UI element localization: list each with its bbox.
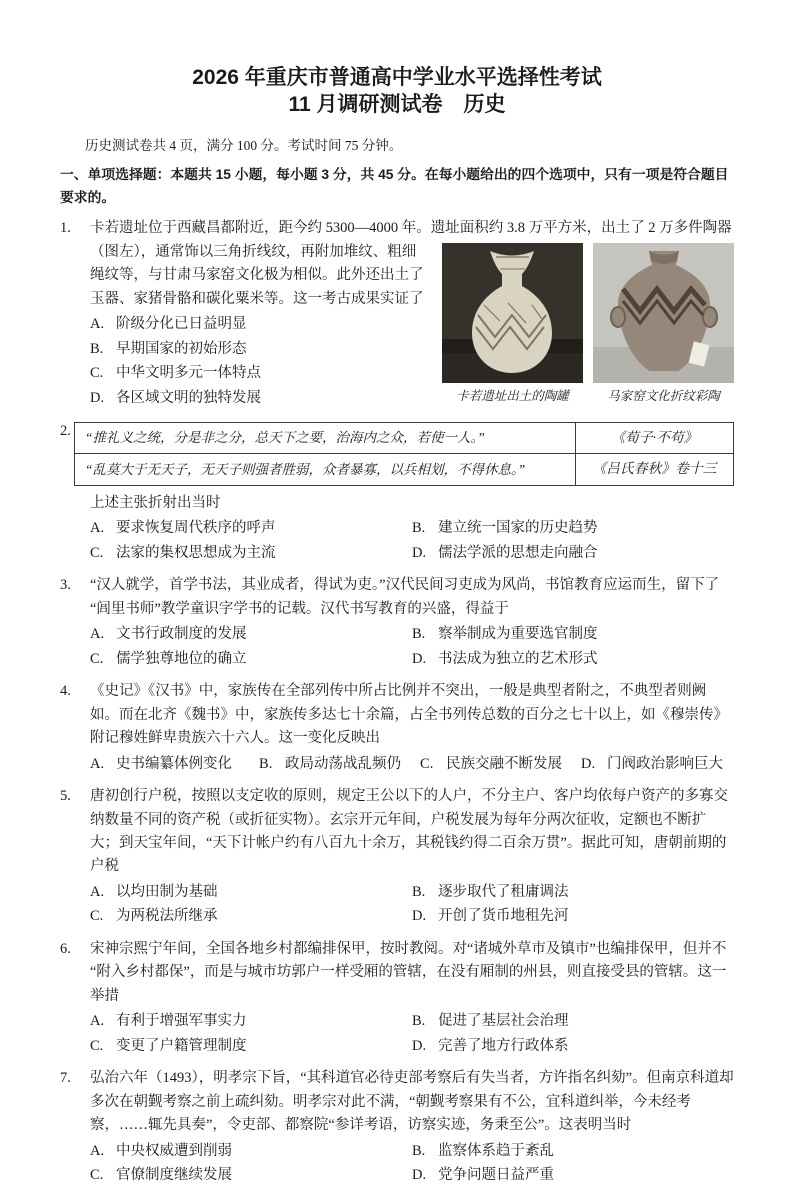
option-label: C. (90, 544, 104, 561)
option-text: 门阀政治影响巨大 (607, 755, 724, 772)
question-4-number: 4. (60, 683, 71, 700)
option-text: 以均田制为基础 (116, 883, 218, 900)
option-text: 变更了户籍管理制度 (116, 1037, 247, 1054)
option-text: 儒学独尊地位的确立 (116, 650, 247, 667)
option-label: B. (259, 755, 273, 772)
option-label: B. (412, 626, 426, 643)
option-item (412, 881, 734, 904)
question-1-stem-rest: （图左），通常饰以三角折线纹，再附加堆纹、粗细绳纹等，与甘肃马家窑文化极为相似。此外还出土了玉器、家猪骨骼和碳化粟米等。这一考古成果实证了 (90, 243, 424, 307)
question-2-stem: 上述主张折射出当时 (90, 494, 221, 511)
question-7-options (90, 1140, 734, 1188)
question-4-options (90, 753, 734, 776)
option-item (90, 753, 259, 776)
question-5-stem: 唐初创行户税，按照以支定收的原则，规定王公以下的人户，不分主户、客户均依每户资产的多寡交纳数量不同的资产税（或折征实物）。玄宗开元年间，户税发展为每年分两次征收，定额也不断扩大；到天宝年间，“天下计帐户约有八百九十余万，其税钱约得二百余万贯”。据此可知，唐朝前期的户税 (90, 788, 728, 875)
option-item (412, 517, 734, 540)
question-2-options (90, 517, 734, 565)
option-text: 中华文明多元一体特点 (116, 365, 261, 382)
question-3-number: 3. (60, 577, 71, 594)
option-text: 政局动荡战乱频仍 (285, 755, 402, 772)
option-item (581, 753, 734, 776)
option-text: 开创了货币地租先河 (438, 908, 569, 925)
question-6 (60, 938, 734, 1058)
option-item (90, 542, 412, 565)
option-label: B. (90, 340, 104, 357)
option-item (412, 542, 734, 565)
option-text: 察举制成为重要选官制度 (438, 626, 598, 643)
option-label: D. (412, 1167, 427, 1184)
option-text: 促进了基层社会治理 (438, 1013, 569, 1030)
question-3-body (90, 574, 734, 671)
option-item (90, 338, 428, 361)
option-label: C. (90, 650, 104, 667)
option-text: 官僚制度继续发展 (116, 1167, 232, 1184)
option-text: 民族交融不断发展 (446, 755, 563, 772)
question-6-stem: 宋神宗熙宁年间，全国各地乡村都编排保甲，按时教阅。对“诸城外草市及镇市”也编排保甲，但并不“附入乡村都保”，而是与城市坊郭户一样受厢的管辖，在没有厢制的州县，则直接受县的管辖。这一举措 (90, 940, 727, 1004)
figure-caption-right: 马家窑文化折纹彩陶 (607, 388, 720, 403)
option-label: A. (90, 520, 105, 537)
question-7-stem: 弘治六年（1493），明孝宗下旨，“其科道官必待吏部考察后有失当者，方许指名纠劾”。但南京科道却多次在朝觐考察之前上疏纠劾。明孝宗对此不满，“朝觐考察果有不公，宜科道纠举，今未经考察，……辄先具奏”，令吏部、都察院“参详考语，访察实迹，务秉至公”。这表明当时 (90, 1070, 734, 1134)
option-item (90, 517, 412, 540)
option-label: C. (90, 1037, 104, 1054)
question-4-stem: 《史记》《汉书》中，家族传在全部列传中所占比例并不突出，一般是典型者附之，不典型者则阙如。而在北齐《魏书》中，家族传多达七十余篇，占全书列传总数的百分之七十以上，如《穆崇传》附记穆姓鲜卑贵族六十六人。这一变化反映出 (90, 683, 728, 747)
option-item (412, 1010, 734, 1033)
question-2-number: 2. (60, 423, 71, 440)
option-text: 文书行政制度的发展 (116, 626, 247, 643)
option-text: 史书编纂体例变化 (116, 755, 232, 772)
question-5-number: 5. (60, 788, 71, 805)
question-7-body (90, 1067, 734, 1187)
question-3-options (90, 623, 734, 671)
question-5-body (90, 785, 734, 929)
karuo-pottery-photo (442, 243, 583, 383)
figure-caption-left: 卡若遗址出土的陶罐 (456, 388, 569, 403)
question-1-figures (442, 243, 734, 406)
figure-karuo-pottery (442, 243, 583, 406)
option-text: 早期国家的初始形态 (116, 340, 247, 357)
option-text: 建立统一国家的历史趋势 (438, 520, 598, 537)
option-item (90, 362, 428, 385)
question-3-stem: “汉人就学，首学书法，其业成者，得试为吏。”汉代民间习吏成为风尚，书馆教育应运而生，留下了“闾里书师”教学童识字学书的记载。汉代书写教育的兴盛，得益于 (90, 577, 720, 617)
exam-title-line1: 2026 年重庆市普通高中学业水平选择性考试 (192, 66, 602, 89)
option-item (90, 1164, 412, 1187)
option-item (420, 753, 581, 776)
question-4-body (90, 680, 734, 776)
exam-title-line2: 11 月调研测试卷 历史 (288, 93, 506, 117)
option-text: 法家的集权思想成为主流 (116, 544, 276, 561)
option-label: C. (90, 1167, 104, 1184)
option-text: 完善了地方行政体系 (438, 1037, 569, 1054)
option-label: A. (90, 1013, 105, 1030)
option-label: A. (90, 316, 105, 333)
option-label: C. (90, 365, 104, 382)
option-text: 书法成为独立的艺术形式 (438, 650, 598, 667)
option-item (90, 905, 412, 928)
option-text: 要求恢复周代秩序的呼声 (116, 520, 276, 537)
question-6-options (90, 1010, 734, 1058)
option-text: 有利于增强军事实力 (116, 1013, 247, 1030)
exam-note: 历史测试卷共 4 页，满分 100 分。考试时间 75 分钟。 (85, 137, 403, 153)
question-2-body (85, 420, 734, 565)
option-text: 中央权威遭到削弱 (116, 1142, 232, 1159)
option-text: 各区域文明的独特发展 (116, 389, 261, 406)
question-7-number: 7. (60, 1070, 71, 1087)
source-cell: 《吕氏春秋》卷十三 (575, 454, 733, 485)
option-item (412, 623, 734, 646)
option-text: 党争问题日益严重 (438, 1167, 554, 1184)
quote-cell: “推礼义之统，分是非之分，总天下之要，治海内之众，若使一人。” (75, 423, 576, 454)
option-item (90, 623, 412, 646)
option-label: D. (412, 1037, 427, 1054)
question-1-stem-line1: 卡若遗址位于西藏昌都附近，距今约 5300—4000 年。遗址面积约 3.8 万平方米，出土了 2 万多件陶器 (90, 220, 732, 237)
option-item (412, 905, 734, 928)
question-5 (60, 785, 734, 929)
option-item (412, 648, 734, 671)
option-label: D. (581, 755, 596, 772)
table-row (75, 423, 734, 454)
option-label: A. (90, 626, 105, 643)
option-item (412, 1164, 734, 1187)
question-5-options (90, 881, 734, 929)
question-1 (60, 217, 734, 411)
option-item (90, 387, 428, 410)
option-item (90, 648, 412, 671)
option-item (90, 1140, 412, 1163)
option-item (412, 1035, 734, 1058)
option-item (90, 1035, 412, 1058)
source-cell: 《荀子·不苟》 (575, 423, 733, 454)
option-item (259, 753, 420, 776)
question-7 (60, 1067, 734, 1187)
option-label: B. (412, 1142, 426, 1159)
section1-header: 一、单项选择题：本题共 15 小题，每小题 3 分，共 45 分。在每小题给出的四个选项中，只有一项是符合题目要求的。 (60, 167, 729, 205)
option-label: C. (90, 908, 104, 925)
option-item (90, 1010, 412, 1033)
question-1-number: 1. (60, 220, 71, 237)
option-item (90, 881, 412, 904)
option-label: B. (412, 1013, 426, 1030)
option-text: 儒法学派的思想走向融合 (438, 544, 598, 561)
option-label: B. (412, 883, 426, 900)
option-label: D. (412, 544, 427, 561)
option-label: D. (412, 908, 427, 925)
question-4 (60, 680, 734, 776)
option-text: 监察体系趋于紊乱 (438, 1142, 554, 1159)
option-label: A. (90, 883, 105, 900)
option-text: 为两税法所继承 (116, 908, 218, 925)
table-row (75, 454, 734, 485)
option-item (412, 1140, 734, 1163)
option-label: A. (90, 1142, 105, 1159)
question-2 (60, 420, 734, 565)
option-label: D. (90, 389, 105, 406)
question-1-body (90, 217, 734, 411)
question-2-source-table (74, 422, 734, 486)
option-item (90, 313, 428, 336)
figure-majiayao-pottery (593, 243, 734, 406)
option-label: C. (420, 755, 434, 772)
question-6-number: 6. (60, 940, 71, 957)
option-text: 阶级分化已日益明显 (116, 316, 247, 333)
question-3 (60, 574, 734, 671)
option-text: 逐步取代了租庸调法 (438, 883, 569, 900)
option-label: A. (90, 755, 105, 772)
majiayao-pottery-photo (593, 243, 734, 383)
option-label: B. (412, 520, 426, 537)
question-6-body (90, 938, 734, 1058)
option-label: D. (412, 650, 427, 667)
quote-cell: “乱莫大于无天子，无天子则强者胜弱，众者暴寡，以兵相划，不得休息。” (75, 454, 576, 485)
